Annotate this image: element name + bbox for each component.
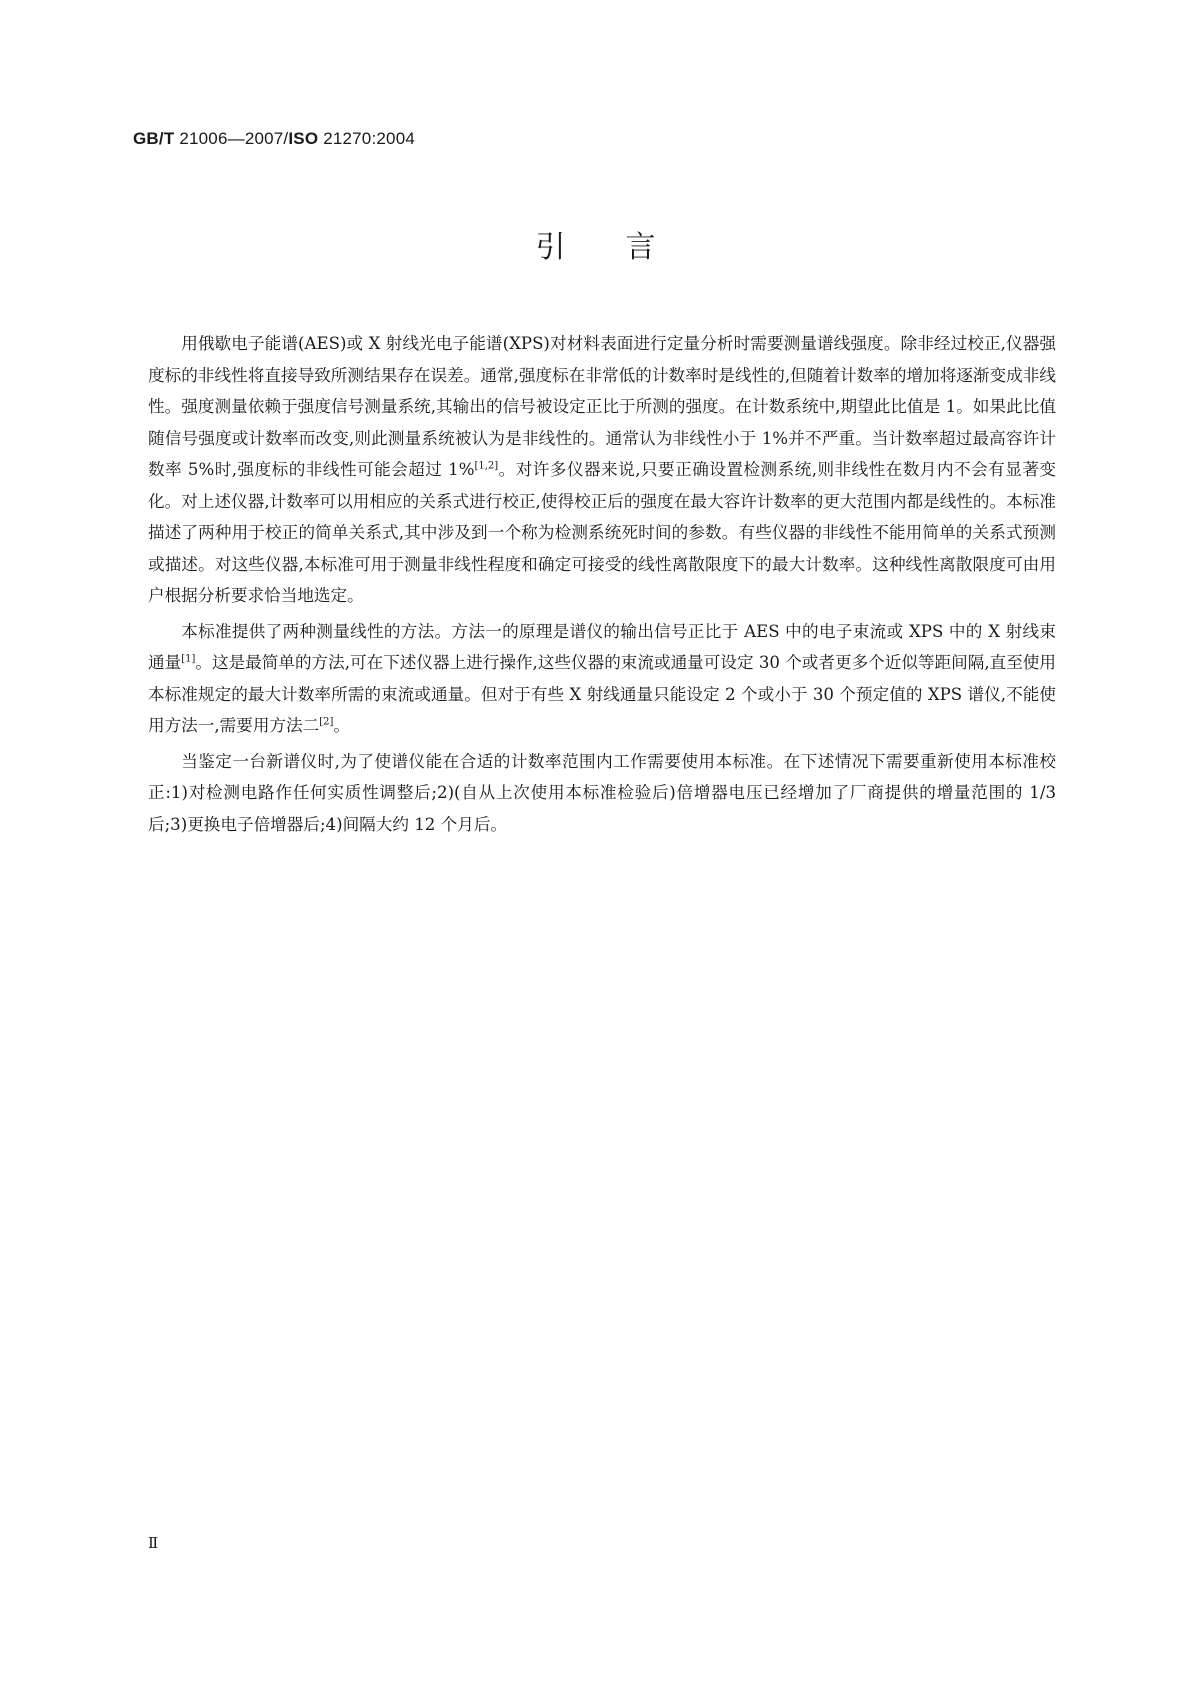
- reference-citation: [1]: [181, 653, 196, 665]
- paragraph-2-text-a: 本标准提供了两种测量线性的方法。方法一的原理是谱仪的输出信号正比于 AES 中的电子束流或 XPS 中的 X 射线束通量: [148, 621, 1056, 672]
- page-number: Ⅱ: [148, 1534, 159, 1552]
- title-char-1: 引: [535, 230, 566, 265]
- iso-number: 21270:2004: [318, 129, 416, 148]
- reference-citation: [1,2]: [474, 460, 499, 472]
- paragraph-3-text: 当鉴定一台新谱仪时,为了使谱仪能在合适的计数率范围内工作需要使用本标准。在下述情况下需要重新使用本标准校正:1)对检测电路作任何实质性调整后;2)(自从上次使用本标准检验后)倍增器电压已经增加了厂商提供的增量范围的 1/3 后;3)更换电子倍增器后;4)间隔大约 12 个月后。: [148, 751, 1056, 834]
- paragraph-3: [148, 746, 1056, 841]
- paragraph-2-text-b: 。这是最简单的方法,可在下述仪器上进行操作,这些仪器的束流或通量可设定 30 个或者更多个近似等距间隔,直至使用本标准规定的最大计数率所需的束流或通量。但对于有些 X 射线通量只能设定 2 个或小于 30 个预定值的 XPS 谱仪,不能使用方法一,需要用方法二: [148, 653, 1056, 735]
- paragraph-1-text-b: 。对许多仪器来说,只要正确设置检测系统,则非线性在数月内不会有显著变化。对上述仪器,计数率可以用相应的关系式进行校正,使得校正后的强度在最大容许计数率的更大范围内都是线性的。本标准描述了两种用于校正的简单关系式,其中涉及到一个称为检测系统死时间的参数。有些仪器的非线性不能用简单的关系式预测或描述。对这些仪器,本标准可用于测量非线性程度和确定可接受的线性离散限度下的最大计数率。这种线性离散限度可由用户根据分析要求恰当地选定。: [148, 460, 1056, 605]
- paragraph-2: [148, 616, 1056, 742]
- paragraph-1-text-a: 用俄歇电子能谱(AES)或 X 射线光电子能谱(XPS)对材料表面进行定量分析时需要测量谱线强度。除非经过校正,仪器强度标的非线性将直接导致所测结果存在误差。通常,强度标在非常低的计数率时是线性的,但随着计数率的增加将逐渐变成非线性。强度测量依赖于强度信号测量系统,其输出的信号被设定正比于所测的强度。在计数系统中,期望此比值是 1。如果此比值随信号强度或计数率而改变,则此测量系统被认为是非线性的。通常认为非线性小于 1%并不严重。当计数率超过最高容许计数率 5%时,强度标的非线性可能会超过 1%: [148, 334, 1056, 479]
- introduction-body: [148, 328, 1056, 840]
- iso-prefix: ISO: [288, 129, 319, 148]
- paragraph-1: [148, 328, 1056, 612]
- reference-citation: [2]: [319, 716, 334, 728]
- gb-prefix: GB/T: [133, 129, 175, 148]
- page-title: [0, 230, 1191, 266]
- standard-number-header: [133, 129, 415, 149]
- title-char-2: 言: [625, 230, 656, 265]
- gb-number: 21006—2007/: [174, 129, 289, 148]
- paragraph-2-text-c: 。: [333, 716, 350, 735]
